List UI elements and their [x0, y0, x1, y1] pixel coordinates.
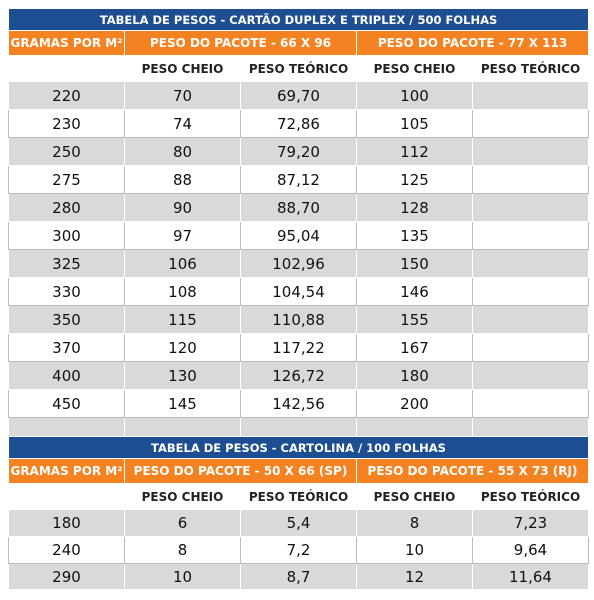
- cell-peso-cheio-2: 128: [357, 194, 473, 222]
- subheader-peso-cheio: PESO CHEIO: [357, 484, 473, 510]
- cell-peso-teorico-2: [473, 306, 589, 334]
- cell-gramas: 290: [9, 564, 125, 590]
- cell-gramas: 300: [9, 222, 125, 250]
- subheader-peso-teorico: PESO TEÓRICO: [473, 56, 589, 82]
- cell-peso-cheio-1: 106: [125, 250, 241, 278]
- cell-peso-cheio-2: 12: [357, 564, 473, 590]
- cell-peso-teorico-2: [473, 362, 589, 390]
- cell-peso-teorico-1: 88,70: [241, 194, 357, 222]
- cell-peso-cheio-1: 10: [125, 564, 241, 590]
- subheader-peso-teorico: PESO TEÓRICO: [473, 484, 589, 510]
- cell-peso-cheio-2: 125: [357, 166, 473, 194]
- cell-peso-teorico-2: 7,23: [473, 510, 589, 537]
- cell-peso-cheio-1: 115: [125, 306, 241, 334]
- cell-gramas: 400: [9, 362, 125, 390]
- cell-peso-cheio-2: 167: [357, 334, 473, 362]
- cell-gramas: 330: [9, 278, 125, 306]
- cell-gramas: 325: [9, 250, 125, 278]
- cell-peso-teorico-2: [473, 82, 589, 110]
- cell-peso-cheio-1: 120: [125, 334, 241, 362]
- cell-peso-cheio-1: 88: [125, 166, 241, 194]
- table-row: [9, 390, 589, 418]
- cell-peso-teorico-1: 69,70: [241, 82, 357, 110]
- cell-peso-teorico-1: 7,2: [241, 537, 357, 564]
- table-row: [9, 250, 589, 278]
- subheader-peso-cheio: PESO CHEIO: [125, 56, 241, 82]
- cell-peso-teorico-2: 9,64: [473, 537, 589, 564]
- cell-peso-teorico-1: 79,20: [241, 138, 357, 166]
- header-gramas: GRAMAS POR M²: [9, 31, 125, 56]
- table-row: [9, 110, 589, 138]
- cell-peso-cheio-1: 97: [125, 222, 241, 250]
- table-subheader-row: [9, 56, 589, 82]
- cell-peso-teorico-1: 126,72: [241, 362, 357, 390]
- table-title-row: [9, 9, 589, 31]
- table-row: [9, 334, 589, 362]
- cell-gramas: 180: [9, 510, 125, 537]
- table-row: [9, 194, 589, 222]
- cell-peso-cheio-1: 90: [125, 194, 241, 222]
- cell-gramas: 250: [9, 138, 125, 166]
- cell-peso-teorico-1: 110,88: [241, 306, 357, 334]
- cell-peso-cheio-2: 10: [357, 537, 473, 564]
- cell-peso-teorico-2: [473, 222, 589, 250]
- cell-peso-cheio-1: 80: [125, 138, 241, 166]
- table-row: [9, 306, 589, 334]
- cell-peso-teorico-2: 11,64: [473, 564, 589, 590]
- subheader-peso-teorico: PESO TEÓRICO: [241, 56, 357, 82]
- cell-peso-cheio-2: 146: [357, 278, 473, 306]
- subheader-peso-teorico: PESO TEÓRICO: [241, 484, 357, 510]
- cell-peso-teorico-1: 104,54: [241, 278, 357, 306]
- cell-peso-cheio-1: 108: [125, 278, 241, 306]
- cell-gramas: 280: [9, 194, 125, 222]
- cell-peso-teorico-2: [473, 278, 589, 306]
- cell-peso-cheio-2: 150: [357, 250, 473, 278]
- cell-gramas: 275: [9, 166, 125, 194]
- cell-peso-teorico-2: [473, 250, 589, 278]
- cell-peso-cheio-2: 200: [357, 390, 473, 418]
- cell-peso-teorico-2: [473, 166, 589, 194]
- cell-peso-teorico-1: 117,22: [241, 334, 357, 362]
- header-pack-55x73: PESO DO PACOTE - 55 X 73 (RJ): [357, 459, 589, 484]
- cell-gramas: 230: [9, 110, 125, 138]
- table-title: TABELA DE PESOS - CARTOLINA / 100 FOLHAS: [9, 437, 589, 459]
- cell-peso-teorico-2: [473, 194, 589, 222]
- subheader-empty: [9, 56, 125, 82]
- cell-peso-teorico-1: 95,04: [241, 222, 357, 250]
- cell-peso-cheio-2: 105: [357, 110, 473, 138]
- table-row: [9, 166, 589, 194]
- table-row: [9, 362, 589, 390]
- subheader-peso-cheio: PESO CHEIO: [125, 484, 241, 510]
- table-row: [9, 564, 589, 590]
- header-pack-77x113: PESO DO PACOTE - 77 X 113: [357, 31, 589, 56]
- header-pack-50x66: PESO DO PACOTE - 50 X 66 (SP): [125, 459, 357, 484]
- cell-peso-cheio-2: 135: [357, 222, 473, 250]
- cell-gramas: 370: [9, 334, 125, 362]
- cell-peso-teorico-1: 142,56: [241, 390, 357, 418]
- table-header-row: [9, 459, 589, 484]
- cell-peso-cheio-1: 145: [125, 390, 241, 418]
- cell-peso-cheio-2: 8: [357, 510, 473, 537]
- cell-peso-teorico-1: 8,7: [241, 564, 357, 590]
- cell-peso-cheio-1: 130: [125, 362, 241, 390]
- cell-peso-teorico-2: [473, 390, 589, 418]
- cell-peso-cheio-2: 155: [357, 306, 473, 334]
- table-row: [9, 278, 589, 306]
- cell-peso-cheio-1: 70: [125, 82, 241, 110]
- cell-peso-teorico-1: 72,86: [241, 110, 357, 138]
- table-row: [9, 537, 589, 564]
- cell-peso-teorico-2: [473, 334, 589, 362]
- cell-peso-cheio-1: 74: [125, 110, 241, 138]
- cell-gramas: 350: [9, 306, 125, 334]
- table-title-row: [9, 437, 589, 459]
- header-pack-66x96: PESO DO PACOTE - 66 X 96: [125, 31, 357, 56]
- cell-peso-cheio-2: 112: [357, 138, 473, 166]
- cell-peso-teorico-2: [473, 110, 589, 138]
- table-header-row: [9, 31, 589, 56]
- subheader-empty: [9, 484, 125, 510]
- cell-gramas: 240: [9, 537, 125, 564]
- cell-peso-cheio-1: 6: [125, 510, 241, 537]
- cell-peso-cheio-2: 180: [357, 362, 473, 390]
- cell-gramas: 450: [9, 390, 125, 418]
- cell-peso-cheio-2: 100: [357, 82, 473, 110]
- cartolina-weight-table: [8, 436, 589, 590]
- cell-peso-teorico-1: 102,96: [241, 250, 357, 278]
- table-subheader-row: [9, 484, 589, 510]
- duplex-triplex-weight-table: [8, 8, 589, 444]
- cell-peso-teorico-1: 87,12: [241, 166, 357, 194]
- header-gramas: GRAMAS POR M²: [9, 459, 125, 484]
- cell-peso-teorico-1: 5,4: [241, 510, 357, 537]
- table-row: [9, 82, 589, 110]
- table-row: [9, 510, 589, 537]
- table-row: [9, 138, 589, 166]
- cell-gramas: 220: [9, 82, 125, 110]
- subheader-peso-cheio: PESO CHEIO: [357, 56, 473, 82]
- cell-peso-cheio-1: 8: [125, 537, 241, 564]
- table-row: [9, 222, 589, 250]
- cell-peso-teorico-2: [473, 138, 589, 166]
- table-title: TABELA DE PESOS - CARTÃO DUPLEX E TRIPLEX / 500 FOLHAS: [9, 9, 589, 31]
